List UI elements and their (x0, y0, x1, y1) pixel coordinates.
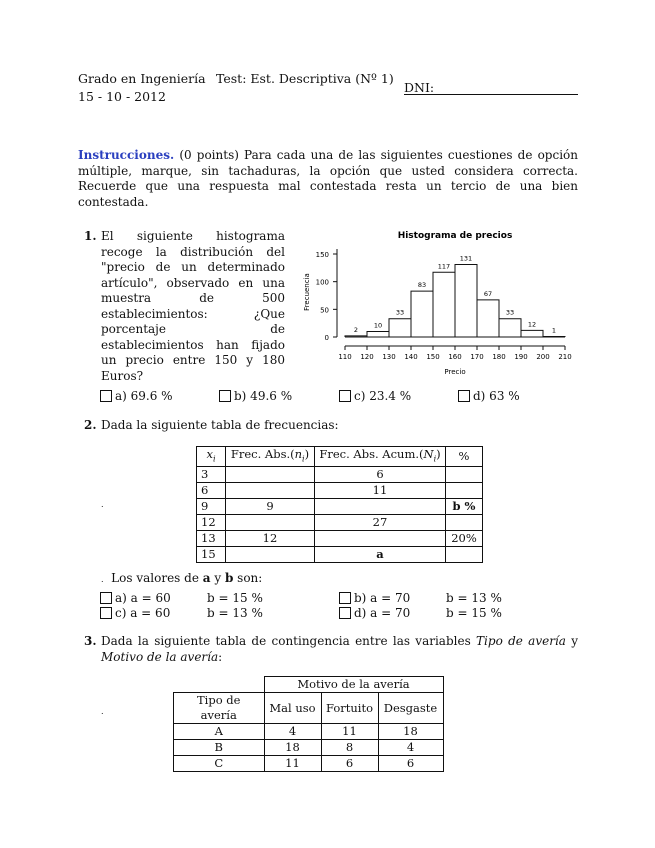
instructions-label: Instrucciones. (78, 148, 175, 162)
table-cell (226, 515, 315, 531)
x-tick-label: 130 (382, 353, 396, 361)
table-row (174, 740, 444, 756)
histogram-bar (411, 291, 433, 337)
histogram-bar (477, 300, 499, 337)
q2-option-b-label: b) a = 70 (354, 591, 411, 605)
table-cell: 18 (264, 740, 321, 756)
bar-value-label: 2 (353, 325, 359, 334)
bar-value-label: 1 (551, 326, 557, 335)
header-Ni: Frec. Abs. $Acum.(N_i)$ (315, 447, 446, 467)
table-cell: A (174, 724, 265, 740)
histogram-chart (295, 222, 580, 377)
table-cell: 4 (378, 740, 443, 756)
table-cell: 8 (321, 740, 378, 756)
q3-number: 3. (84, 634, 97, 648)
x-axis-label: Precio (444, 368, 466, 376)
table-cell: C (174, 756, 265, 772)
histogram-bar (455, 265, 477, 337)
histogram-bar (389, 319, 411, 337)
q3-var2: Motivo de la avería (101, 649, 219, 664)
q3-text (101, 634, 578, 665)
table-cell: 13 (197, 531, 226, 547)
table-cell: 11 (321, 724, 378, 740)
col-header-fortuito: Fortuito (321, 693, 378, 724)
histogram-bar (499, 319, 521, 337)
checkbox[interactable] (339, 607, 351, 619)
table-row (197, 467, 483, 483)
table-cell: 6 (378, 756, 443, 772)
dni-label: DNI: (404, 80, 435, 95)
q2-option-d-b: b = 15 % (446, 606, 502, 620)
header-percent: % (446, 447, 483, 467)
table-cell: b % (446, 499, 483, 515)
table-row (174, 756, 444, 772)
course-name: Grado en Ingeniería (78, 71, 206, 86)
q1-option-c[interactable] (339, 389, 411, 403)
table-cell: 6 (197, 483, 226, 499)
bar-value-label: 33 (505, 308, 515, 317)
bar-value-label: 67 (483, 289, 493, 298)
col-header-desgaste: Desgaste (378, 693, 443, 724)
checkbox[interactable] (100, 607, 112, 619)
table-cell (226, 467, 315, 483)
table-header-row (174, 677, 444, 693)
table-cell (226, 547, 315, 563)
table-cell: a (315, 547, 446, 563)
table-cell: 3 (197, 467, 226, 483)
table-row (197, 547, 483, 563)
header-ni: Frec. $Abs.(n_i)$ (226, 447, 315, 467)
table-cell: 12 (226, 531, 315, 547)
q2-option-c-b: b = 13 % (207, 606, 263, 620)
bar-value-label: 117 (437, 262, 451, 271)
bar-value-label: 33 (395, 308, 405, 317)
bar-value-label: 131 (459, 254, 473, 263)
q2-option-b[interactable] (339, 591, 502, 605)
x-tick-label: 150 (426, 353, 440, 361)
x-tick-label: 140 (404, 353, 418, 361)
table-row (197, 499, 483, 515)
test-title: Test: Est. Descriptiva (Nº 1) (216, 71, 394, 86)
header-xi: $x_i$ (197, 447, 226, 467)
row-marker: . (101, 500, 104, 509)
instructions (78, 148, 578, 210)
instructions-text: (0 points) Para cada una de las siguientes cuestiones de opción múltiple, marque, sin tachaduras, la opción que usted considera correcta. Recuerde que una respuesta mal contestada resta un tercio de una bien contestada. (78, 148, 578, 209)
table-header-row (197, 447, 483, 467)
checkbox[interactable] (100, 592, 112, 604)
checkbox[interactable] (458, 390, 470, 402)
y-tick-label: 150 (315, 251, 329, 259)
q1-option-b[interactable] (219, 389, 292, 403)
q2-option-b-b: b = 13 % (446, 591, 502, 605)
row-marker: . (101, 707, 104, 716)
table-subheader-row (174, 693, 444, 724)
x-tick-label: 110 (338, 353, 352, 361)
q2-subtext: . Los valores de a y b son: (101, 571, 263, 585)
y-tick-label: 100 (315, 278, 329, 287)
q1-option-a[interactable] (100, 389, 173, 403)
q3-text-b: y (565, 634, 579, 648)
table-cell: 27 (315, 515, 446, 531)
q3-text-a: Dada la siguiente tabla de contingencia entre las variables (101, 634, 477, 648)
x-tick-label: 160 (448, 353, 462, 361)
dni-field[interactable] (404, 94, 578, 95)
x-tick-label: 180 (492, 353, 506, 361)
q1-option-b-label: b) 49.6 % (234, 389, 293, 403)
y-tick-label: 50 (320, 306, 329, 315)
q2-option-c-label: c) a = 60 (115, 606, 171, 620)
bar-value-label: 10 (373, 321, 383, 330)
table-cell: 4 (264, 724, 321, 740)
checkbox[interactable] (219, 390, 231, 402)
frequency-table (196, 446, 483, 563)
q1-option-c-label: c) 23.4 % (354, 389, 412, 403)
table-cell (446, 515, 483, 531)
chart-title: Histograma de precios (397, 231, 513, 241)
table-cell: 20% (446, 531, 483, 547)
y-axis-label: Frecuencia (303, 273, 311, 311)
table-cell: 9 (226, 499, 315, 515)
table-cell: 18 (378, 724, 443, 740)
table-cell (315, 531, 446, 547)
checkbox[interactable] (339, 592, 351, 604)
q3-var1: Tipo de avería (476, 634, 566, 648)
x-tick-label: 210 (558, 353, 572, 361)
checkbox[interactable] (100, 390, 112, 402)
table-cell (315, 499, 446, 515)
x-tick-label: 200 (536, 353, 550, 361)
exam-date: 15 - 10 - 2012 (78, 89, 166, 104)
q1-option-d[interactable] (458, 389, 520, 403)
x-tick-label: 170 (470, 353, 484, 361)
table-row (197, 483, 483, 499)
table-cell (446, 467, 483, 483)
bar-value-label: 12 (527, 320, 537, 329)
q2-option-a-b: b = 15 % (207, 591, 263, 605)
q2-number: 2. (84, 418, 97, 432)
table-cell: 6 (315, 467, 446, 483)
q2-option-a-label: a) a = 60 (115, 591, 171, 605)
table-cell (446, 547, 483, 563)
table-cell: 11 (264, 756, 321, 772)
histogram-bar (433, 272, 455, 337)
q1-option-a-label: a) 69.6 % (115, 389, 173, 403)
y-tick-label: 0 (324, 334, 329, 342)
group-header: Motivo de la avería (264, 677, 443, 693)
q1-text: El siguiente histograma recoge la distribución del "precio de un determinado artículo", observado en una muestra de 500 establecimientos: ¿Que porcentaje de establecimientos han fijado un precio entre 150 y 180 Euros? (101, 229, 285, 383)
q2-text: Dada la siguiente tabla de frecuencias: (101, 418, 339, 432)
histogram-bar (367, 331, 389, 337)
contingency-table (173, 676, 444, 772)
table-cell (446, 483, 483, 499)
q1-number: 1. (84, 229, 97, 243)
q2-option-d-label: d) a = 70 (354, 606, 411, 620)
q2-option-a[interactable] (100, 591, 263, 605)
checkbox[interactable] (339, 390, 351, 402)
table-cell: B (174, 740, 265, 756)
q3-text-c: : (218, 649, 223, 664)
x-tick-label: 120 (360, 353, 374, 361)
table-cell: 6 (321, 756, 378, 772)
col-header-mal-uso: Mal uso (264, 693, 321, 724)
q2-option-c[interactable] (100, 606, 263, 620)
q2-option-d[interactable] (339, 606, 502, 620)
table-cell: 11 (315, 483, 446, 499)
table-cell: 15 (197, 547, 226, 563)
table-cell: 9 (197, 499, 226, 515)
table-row (197, 531, 483, 547)
x-tick-label: 190 (514, 353, 528, 361)
histogram-bar (521, 330, 543, 337)
q1-option-d-label: d) 63 % (473, 389, 520, 403)
bar-value-label: 83 (417, 281, 427, 290)
row-header: Tipo de avería (174, 693, 265, 724)
table-cell (226, 483, 315, 499)
table-row (197, 515, 483, 531)
table-cell: 12 (197, 515, 226, 531)
table-row (174, 724, 444, 740)
